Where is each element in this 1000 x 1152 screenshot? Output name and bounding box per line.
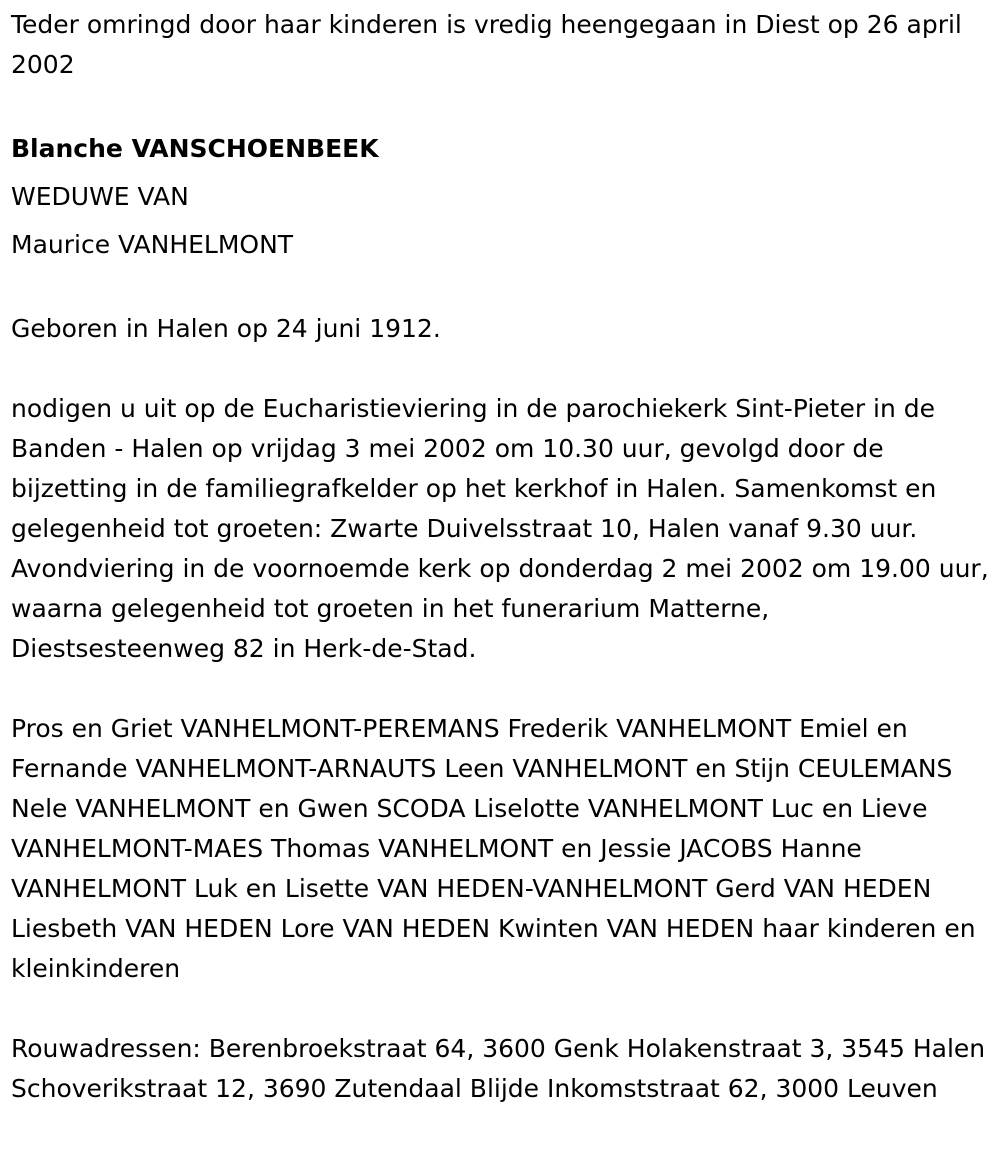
spacer: [11, 349, 991, 389]
spacer: [11, 269, 991, 309]
spacer: [11, 669, 991, 709]
birth-text: Geboren in Halen op 24 juni 1912.: [11, 314, 441, 343]
addresses-paragraph: Rouwadressen: Berenbroekstraat 64, 3600 Genk Holakenstraat 3, 3545 Halen Schoverikstraat 12, 3690 Zutendaal Blijde Inkomststraat 62, 3000 Leuven: [11, 1034, 986, 1103]
deceased-name: Blanche VANSCHOENBEEK: [11, 134, 379, 163]
spacer: [11, 989, 991, 1029]
spacer: [11, 85, 991, 125]
intro-text: Teder omringd door haar kinderen is vredig heengegaan in Diest op 26 april 2002: [11, 10, 962, 79]
widow-label: WEDUWE VAN: [11, 182, 189, 211]
spouse-name: Maurice VANHELMONT: [11, 230, 294, 259]
family-paragraph: Pros en Griet VANHELMONT-PEREMANS Frederik VANHELMONT Emiel en Fernande VANHELMONT-ARNAUTS Leen VANHELMONT en Stijn CEULEMANS Nele VANHELMONT en Gwen SCODA Liselotte VANHELMONT Luc en Lieve VANHELMONT-MAES Thomas VANHELMONT en Jessie JACOBS Hanne VANHELMONT Luk en Lisette VAN HEDEN-VANHELMONT Gerd VAN HEDEN Liesbeth VAN HEDEN Lore VAN HEDEN Kwinten VAN HEDEN haar kinderen en kleinkinderen: [11, 714, 976, 983]
invitation-paragraph: nodigen u uit op de Eucharistieviering in de parochiekerk Sint-Pieter in de Banden - Halen op vrijdag 3 mei 2002 om 10.30 uur, gevolgd door de bijzetting in de familiegrafkelder op het kerkhof in Halen. Samenkomst en gelegenheid tot groeten: Zwarte Duivelsstraat 10, Halen vanaf 9.30 uur. Avondviering in de voornoemde kerk op donderdag 2 mei 2002 om 19.00 uur, waarna gelegenheid tot groeten in het funerarium Matterne, Diestsesteenweg 82 in Herk-de-Stad.: [11, 394, 989, 663]
